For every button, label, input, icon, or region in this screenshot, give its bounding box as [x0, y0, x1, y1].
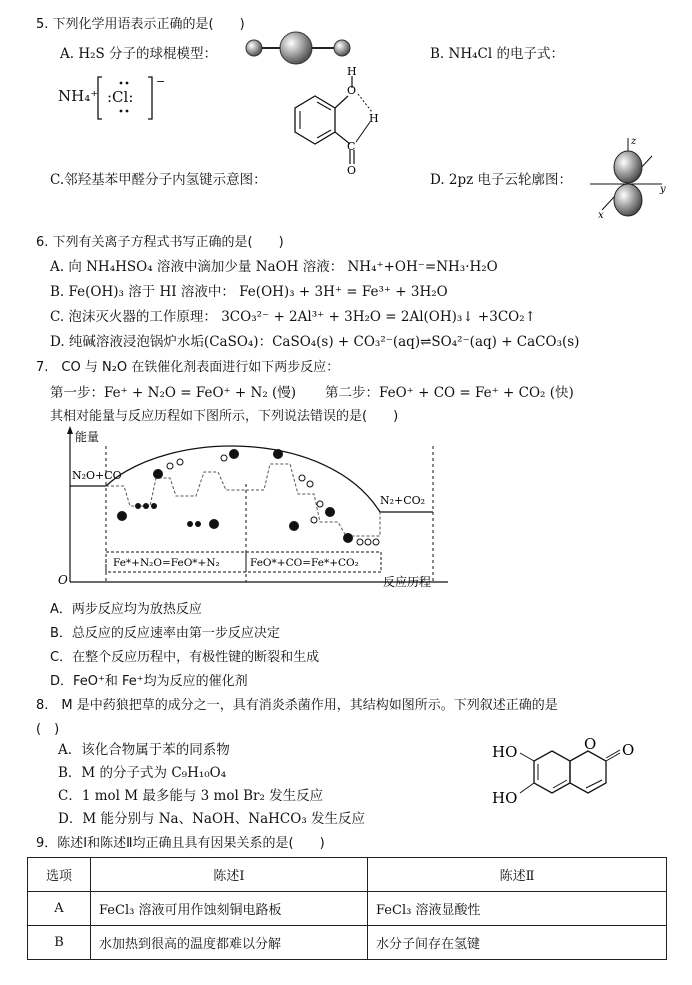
step1-path [106, 472, 246, 506]
energy-profile-diagram [58, 424, 458, 596]
q5-option-d: D. 2pz 电子云轮廓图： [430, 172, 573, 188]
q6-option-b: B. Fe(OH)₃ 溶于 HI 溶液中： Fe(OH)₃ + 3H⁺ = Fe³⁺ + 3H₂O [50, 284, 448, 300]
ammonium-ion: NH₄⁺ [58, 87, 99, 105]
q6-option-c: C. 泡沫灭火器的工作原理： 3CO₃²⁻ + 2Al³⁺ + 3H₂O = 2Al(OH)₃↓ +3CO₂↑ [50, 309, 536, 325]
z-axis-label: z [631, 136, 637, 147]
q5-option-a: A. H₂S 分子的球棍模型： [60, 46, 218, 62]
table-row [28, 926, 667, 960]
q8-option-a: A．该化合物属于苯的同系物 [58, 742, 230, 758]
h-atom-label: H [347, 66, 357, 78]
q5-stem: 5. 下列化学用语表示正确的是( ) [36, 17, 245, 32]
origin-label: O [58, 573, 68, 587]
x-axis-label: x [598, 210, 604, 218]
h-atom-ball [246, 40, 262, 56]
table-cell: 水加热到很高的温度都难以分解 [91, 926, 368, 960]
q5-option-c: C.邻羟基苯甲醛分子内氢键示意图： [50, 172, 267, 188]
q8-option-b: B．M 的分子式为 C₉H₁₀O₄ [58, 765, 227, 781]
q8-option-d: D．M 能分别与 Na、NaOH、NaHCO₃ 发生反应 [58, 811, 366, 827]
q7-stem: 7. CO 与 N₂O 在铁催化剂表面进行如下两步反应： [36, 360, 340, 375]
q8-option-c: C．1 mol M 最多能与 3 mol Br₂ 发生反应 [58, 788, 324, 804]
q7-step-1: 第一步：Fe⁺ + N₂O = FeO⁺ + N₂ (慢) [50, 385, 297, 401]
q7-step-2: 第二步：FeO⁺ + CO = Fe⁺ + CO₂ (快) [325, 385, 574, 401]
q8-stem-bracket: ( ) [36, 722, 60, 737]
y-axis-label: 能量 [75, 430, 100, 444]
carbonyl-oxygen-label: O [622, 741, 635, 759]
c-atom-label: C [347, 140, 356, 153]
chloride-ion: :Cl: [107, 88, 134, 106]
q7-option-d: D．FeO⁺和 Fe⁺均为反应的催化剂 [50, 674, 248, 689]
table-cell: 水分子间存在氢键 [368, 926, 667, 960]
table-header-cell: 陈述Ⅱ [368, 858, 667, 892]
table-cell: A [28, 892, 91, 926]
q9-stem: 9．陈述Ⅰ和陈述Ⅱ均正确且具有因果关系的是( ) [36, 836, 325, 851]
table-cell: B [28, 926, 91, 960]
step2-label: FeO*+CO=Fe*+CO₂ [250, 557, 359, 569]
q7-intro: 其相对能量与反应历程如下图所示，下列说法错误的是( ) [50, 409, 399, 424]
hydroxyl-label: HO [492, 743, 518, 761]
q6-option-d: D. 纯碱溶液浸泡锅炉水垢(CaSO₄)：CaSO₄(s) + CO₃²⁻(aq)⇌SO₄²⁻(aq) + CaCO₃(s) [50, 334, 580, 350]
y-axis-label: y [660, 184, 666, 195]
o-hydroxybenzaldehyde-structure [280, 66, 410, 176]
step2-path [246, 464, 380, 536]
table-cell: FeCl₃ 溶液可用作蚀刻铜电路板 [91, 892, 368, 926]
q7-option-c: C．在整个反应历程中，有极性键的断裂和生成 [50, 650, 320, 665]
table-cell: FeCl₃ 溶液显酸性 [368, 892, 667, 926]
svg-text:−: − [156, 75, 166, 88]
arrow-icon [67, 426, 73, 434]
ring-oxygen-label: O [584, 735, 597, 753]
reactant-label: N₂O+CO [72, 469, 122, 482]
o-atom-label: O [347, 84, 357, 97]
q8-stem: 8. M 是中药狼把草的成分之一，具有消炎杀菌作用，其结构如图所示。下列叙述正确的是 [36, 698, 558, 713]
table-header-row [28, 858, 667, 892]
q5-option-b: B. NH₄Cl 的电子式： [430, 46, 564, 62]
uncatalyzed-curve [106, 446, 380, 512]
2pz-orbital-diagram [586, 134, 670, 218]
q7-option-a: A．两步反应均为放热反应 [50, 602, 202, 617]
product-label: N₂+CO₂ [380, 494, 426, 507]
h-atom-ball [334, 40, 350, 56]
lone-pair-dots [112, 79, 142, 115]
h-atom-label: H [369, 112, 379, 125]
step1-label: Fe*+N₂O=FeO*+N₂ [113, 557, 220, 569]
q6-stem: 6. 下列有关离子方程式书写正确的是( ) [36, 235, 284, 250]
x-axis-label: 反应历程 [383, 575, 432, 589]
table-header-cell: 选项 [28, 858, 91, 892]
hydroxyl-label: HO [492, 789, 518, 807]
table-row [28, 892, 667, 926]
q9-table [27, 857, 667, 960]
table-header-cell: 陈述Ⅰ [91, 858, 368, 892]
s-atom-ball [280, 32, 312, 64]
q6-option-a: A. 向 NH₄HSO₄ 溶液中滴加少量 NaOH 溶液： NH₄⁺+OH⁻=NH₃·H₂O [50, 259, 498, 275]
h2s-ball-stick-model [244, 30, 354, 66]
q7-option-b: B．总反应的反应速率由第一步反应决定 [50, 626, 280, 641]
coumarin-structure [490, 733, 660, 813]
o-atom-label: O [347, 164, 357, 176]
